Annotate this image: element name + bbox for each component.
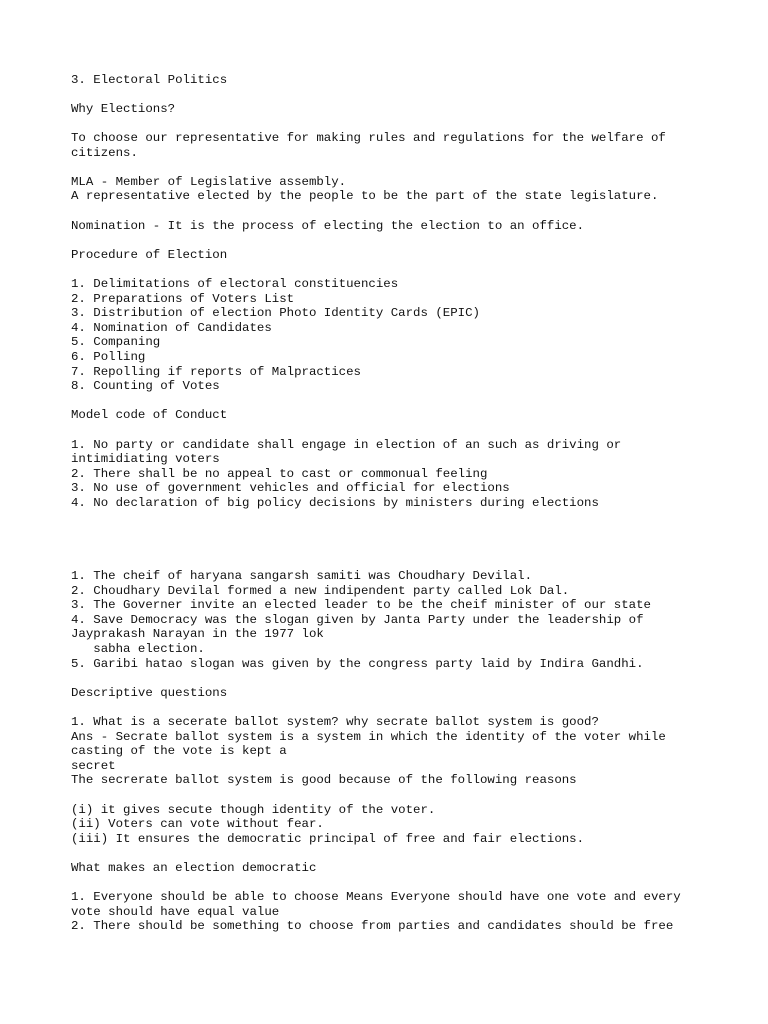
document-line: Ans - Secrate ballot system is a system in which the identity of the voter while xyxy=(71,729,666,744)
document-line: 3. Distribution of election Photo Identity Cards (EPIC) xyxy=(71,306,480,321)
document-line: (ii) Voters can vote without fear. xyxy=(71,817,324,832)
document-line: citizens. xyxy=(71,145,138,160)
document-line: 2. Choudhary Devilal formed a new indipendent party called Lok Dal. xyxy=(71,583,570,598)
document-line: 1. Everyone should be able to choose Means Everyone should have one vote and every xyxy=(71,890,681,905)
document-line: MLA - Member of Legislative assembly. xyxy=(71,174,347,189)
document-line: Model code of Conduct xyxy=(71,408,228,423)
document-line: Descriptive questions xyxy=(71,685,228,700)
document-line: 4. Nomination of Candidates xyxy=(71,320,272,335)
document-line: 7. Repolling if reports of Malpractices xyxy=(71,364,361,379)
document-line: The secrerate ballot system is good because of the following reasons xyxy=(71,773,577,788)
document-line: 8. Counting of Votes xyxy=(71,379,220,394)
document-line: 3. Electoral Politics xyxy=(71,72,228,87)
document-line: 2. Preparations of Voters List xyxy=(71,291,295,306)
document-line: 5. Companing xyxy=(71,335,161,350)
document-line: 1. The cheif of haryana sangarsh samiti was Choudhary Devilal. xyxy=(71,568,533,583)
document-line: A representative elected by the people to be the part of the state legislature. xyxy=(71,189,659,204)
document-line: secret xyxy=(71,758,116,773)
document-line: 5. Garibi hatao slogan was given by the congress party laid by Indira Gandhi. xyxy=(71,656,644,671)
document-line: Why Elections? xyxy=(71,101,176,116)
document-line: 3. The Governer invite an elected leader to be the cheif minister of our state xyxy=(71,598,651,613)
document-line: casting of the vote is kept a xyxy=(71,744,287,759)
document-line: 1. What is a secerate ballot system? why secrate ballot system is good? xyxy=(71,714,599,729)
document-line: 4. Save Democracy was the slogan given by Janta Party under the leadership of xyxy=(71,612,644,627)
document-line: vote should have equal value xyxy=(71,904,280,919)
document-line: 4. No declaration of big policy decisions by ministers during elections xyxy=(71,495,599,510)
document-line: 1. Delimitations of electoral constituencies xyxy=(71,276,399,291)
document-line: What makes an election democratic xyxy=(71,860,317,875)
document-line: (iii) It ensures the democratic principal of free and fair elections. xyxy=(71,831,585,846)
document-line: To choose our representative for making rules and regulations for the welfare of xyxy=(71,130,666,145)
document-line: sabha election. xyxy=(71,641,205,656)
document-line: 6. Polling xyxy=(71,349,146,364)
document-line: intimidiating voters xyxy=(71,452,220,467)
document-line: (i) it gives secute though identity of the voter. xyxy=(71,802,436,817)
document-line: 1. No party or candidate shall engage in election of an such as driving or xyxy=(71,437,622,452)
document-line: 2. There shall be no appeal to cast or commonual feeling xyxy=(71,466,488,481)
document-line: Nomination - It is the process of electing the election to an office. xyxy=(71,218,585,233)
document-line: Procedure of Election xyxy=(71,247,228,262)
document-line: 2. There should be something to choose from parties and candidates should be free xyxy=(71,919,674,934)
document-line: Jayprakash Narayan in the 1977 lok xyxy=(71,627,324,642)
document-line: 3. No use of government vehicles and official for elections xyxy=(71,481,510,496)
